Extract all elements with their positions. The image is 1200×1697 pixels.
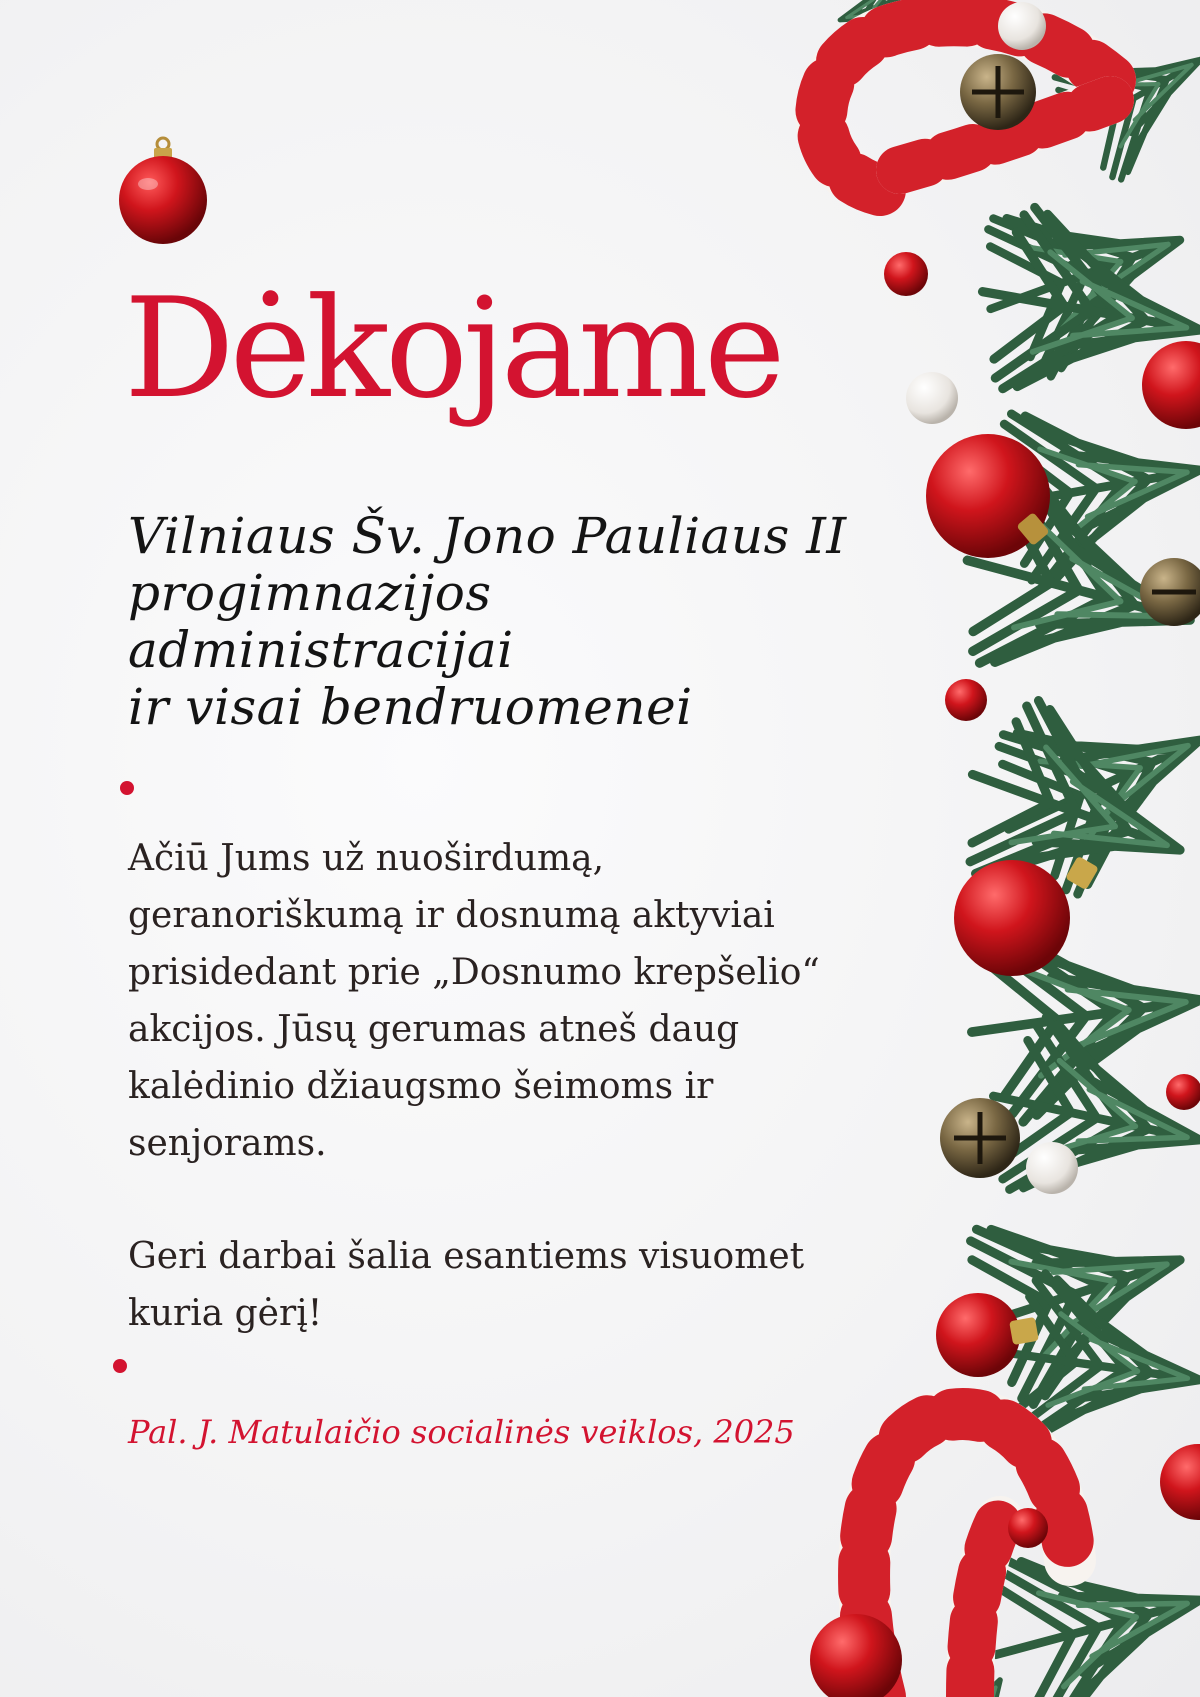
recipient-heading: [128, 508, 847, 736]
message-line: kalėdinio džiaugsmo šeimoms ir: [128, 1066, 714, 1107]
divider-dot: [120, 781, 134, 795]
recipient-line: administracijai: [128, 621, 514, 679]
motto-line: kuria gėrį!: [128, 1293, 323, 1334]
divider-dot: [113, 1359, 127, 1373]
motto-line: Geri darbai šalia esantiems visuomet: [128, 1236, 805, 1277]
recipient-line: Vilniaus Šv. Jono Pauliaus II: [128, 507, 847, 565]
recipient-line: ir visai bendruomenei: [128, 678, 693, 736]
motto-text: [128, 1228, 804, 1342]
card-title: Dėkojame: [124, 268, 781, 429]
message-line: akcijos. Jūsų gerumas atneš daug: [128, 1009, 740, 1050]
message-line: senjorams.: [128, 1123, 327, 1164]
red-bauble-icon: [116, 136, 210, 248]
thank-you-message: [128, 830, 820, 1172]
message-line: geranoriškumą ir dosnumą aktyviai: [128, 895, 775, 936]
message-line: Ačiū Jums už nuoširdumą,: [128, 838, 605, 879]
signature-text: Pal. J. Matulaičio socialinės veiklos, 2025: [128, 1413, 795, 1451]
message-line: prisidedant prie „Dosnumo krepšelio“: [128, 952, 820, 993]
recipient-line: progimnazijos: [128, 564, 492, 622]
